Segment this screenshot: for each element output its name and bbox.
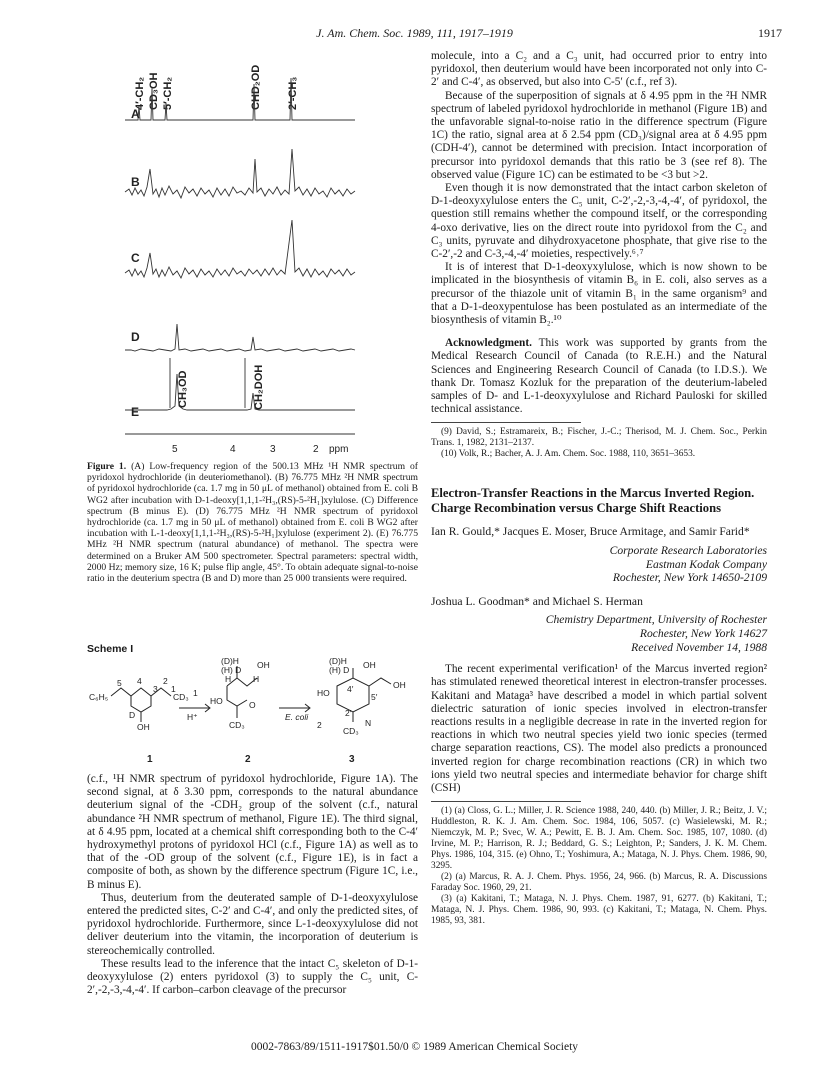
reference: (3) (a) Kakitani, T.; Mataga, N. J. Phys. Chem. 1987, 91, 6277. (b) Kakitani, T.; Mataga, N. J. Phys. Chem. 1986, 90, 993. (c) Kakitani, T.; Mataga, N. Chem. Phys. 1985, 93, 381. (431, 894, 767, 927)
authors-group-2: Joshua L. Goodman* and Michael S. Herman (431, 594, 643, 608)
scheme-label: CD₃ (173, 692, 189, 702)
scheme-label: 4 (137, 676, 142, 686)
spectrum-d-trace (125, 324, 355, 351)
scheme-label: H (253, 674, 260, 684)
compound-number-3: 3 (349, 754, 355, 765)
spectrum-label-a: A (131, 107, 140, 121)
paragraph: Even though it is now demonstrated that the intact carbon skeleton of D-1-deoxyxylulose enters the C₅ unit, C-2′,-2,-3,-4,-4′, of pyridoxol, the question still remains whether the compound itself, or the corresponding 4-oxo derivative, lies on the direct route into pyridoxol from the C₂ and C₃ units, pyruvate and dihydroxyacetone phosphate, that give rise to the C-2′,-2 and C-3,-4,-4′ moieties, respectively.⁶˒⁷ (431, 182, 767, 261)
spectrum-label-e: E (131, 405, 140, 419)
paragraph: (c.f., ¹H NMR spectrum of pyridoxol hydrochloride, Figure 1A). The second signal, at δ 3.30 ppm, corresponds to the natural abundance deuterium signal of the -CDH₂ group of the solvent (c.f., natural abundance ²H NMR spectrum of methanol, Figure 1E). The third signal, at δ 4.95 ppm, located at a chemical shift corresponding both to the C-4′ hydroxymethyl protons of pyridoxol HCl (c.f., Figure 1A) as well as to that of the -OD group of the solvent (c.f., Figure 1E), is in fact a composite of both, as shown by the difference spectrum (Figure 1C, i.e., B minus E). (87, 773, 418, 891)
peak-label-4-ch2: 4′-CH₂ (134, 76, 146, 110)
scheme-label: 5 (117, 678, 122, 688)
reference: (10) Volk, R.; Bacher, A. J. Am. Chem. Soc. 1988, 110, 3651–3653. (441, 449, 696, 460)
affiliation-1: Corporate Research Laboratories Eastman Kodak Company Rochester, New York 14650-2109 (609, 544, 767, 585)
spectrum-label-c: C (131, 251, 140, 265)
paragraph: These results lead to the inference that the intact C₅ skeleton of D-1-deoxyxylulose (2) enters pyridoxol (3) to supply the C₅ unit, C-2′,-2,-3,-4,-4′. If carbon–carbon cleavage of the precursor (87, 957, 418, 997)
axis-tick-2: 2 (313, 444, 319, 455)
references-top (431, 427, 767, 460)
spectrum-e-trace (125, 374, 355, 410)
compound-number-2: 2 (245, 754, 251, 765)
left-body-text (87, 773, 418, 997)
paragraph: Because of the superposition of signals at δ 4.95 ppm in the ²H NMR spectrum of labeled pyridoxol hydrochloride in methanol (Figure 1B) and the unfavorable signal-to-noise ratio in the difference spectrum (Figure 1C) the ratio, signal area at δ 2.54 ppm (CD₃)/signal area at δ 4.95 ppm (CDH-4′), cannot be determined with precision. Intact incorporation of precursor into pyridoxol demands that this ratio be 3 (see ref 8). The observed value (Figure 1C) can be estimated to be <3 but >2. (431, 89, 767, 181)
scheme-label: H⁺ (187, 712, 198, 722)
affiliation-2: Chemistry Department, University of Rochester Rochester, New York 14627 Received November 14, 1988 (545, 613, 767, 654)
scheme-label: CD₃ (343, 726, 359, 736)
scheme-label: 5′ (371, 692, 378, 702)
page-footer: 0002-7863/89/1511-1917$01.50/0 © 1989 American Chemical Society (250, 1041, 579, 1053)
nmr-figure (87, 48, 387, 460)
peak-label-cd3oh: CD₃OH (148, 72, 160, 110)
peak-label-5-ch2: 5′-CH₂ (162, 76, 174, 110)
scheme-label: 1 (171, 684, 176, 694)
peak-label-chd2od: CHD₂OD (250, 64, 262, 110)
scheme-label: 2 (163, 676, 168, 686)
paragraph: It is of interest that D-1-deoxyxylulose, which is now shown to be implicated in the biosynthesis of vitamin B₆ in E. coli, also serves as a precursor of the thiazole unit of vitamin B₁ in the same organism⁹ and that a D-1-deoxypentulose has been postulated as an intermediate of the biosynthesis of vitamin B₂.¹⁰ (431, 261, 767, 327)
acknowledgment (431, 337, 767, 416)
page-number: 1917 (758, 26, 782, 40)
axis-tick-4: 4 (230, 444, 236, 455)
scheme-label: 4′ (347, 684, 354, 694)
scheme-label: 2 (317, 720, 322, 730)
scheme-label: OH (257, 660, 270, 670)
article-title: Electron-Transfer Reactions in the Marcus Inverted Region. Charge Recombination versus Charge Shift Reactions (431, 486, 755, 515)
scheme-diagram (87, 656, 417, 768)
scheme-label: CD₃ (229, 720, 245, 730)
scheme-label: H (225, 674, 232, 684)
scheme-label: (D)H (329, 656, 347, 666)
paragraph: Thus, deuterium from the deuterated sample of D-1-deoxyxylulose entered the predicted sites, C-2′ and C-4′, and only the predicted sites, of pyridoxol hydrochloride. Furthermore, since L-1-deoxyxylulose did not deliver deuterium into the vitamin, the incorporation of deuterium is stereochemically controlled. (87, 891, 418, 957)
journal-citation: J. Am. Chem. Soc. 1989, 111, 1917–1919 (316, 26, 513, 40)
spectrum-b-trace (125, 149, 355, 198)
scheme-label: (D)H (221, 656, 239, 666)
reference: (1) (a) Closs, G. L.; Miller, J. R. Science 1988, 240, 440. (b) Miller, J. R.; Beitz, J. V.; Huddleston, R. K. J. Am. Chem. Soc. 1984, 106, 5057. (c) Wasielewski, M. R.; Niemczyk, M. P.; Svec, W. A.; Pewitt, E. B. J. Am. Chem. Soc. 1985, 107, 1080. (d) Irvine, M. P.; Harrison, R. J.; Beddard, G. S.; Leighton, P.; Sanders, J. K. M. Chem. Phys. 1986, 104, 315. (e) Ohno, T.; Yoshimura, A.; Mataga, N. J. Phys. Chem. 1986, 90, 3295. (431, 806, 767, 872)
axis-tick-5: 5 (172, 444, 178, 455)
footnote-rule (431, 422, 581, 423)
authors-group-1: Ian R. Gould,* Jacques E. Moser, Bruce Armitage, and Samir Farid* (431, 525, 750, 539)
axis-unit: ppm (329, 444, 349, 455)
running-header (0, 26, 829, 44)
paragraph: molecule, into a C₂ and a C₃ unit, had occurred prior to entry into pyridoxol, then deuterium would have been incorporated not only into C-2′ and C-4′, as observed, but also into C-5′ (c.f., ref 3). (431, 50, 767, 89)
spectrum-label-b: B (131, 175, 140, 189)
scheme-label: N (365, 718, 372, 728)
figure-caption-label: Figure 1. (87, 461, 127, 472)
spectrum-c-trace (125, 220, 355, 278)
scheme-title: Scheme I (87, 643, 134, 655)
reference: (9) David, S.; Estramareix, B.; Fischer, J.-C.; Therisod, M. J. Chem. Soc., Perkin Trans. 1, 1982, 2131–2137. (431, 427, 767, 449)
article-body: The recent experimental verification¹ of the Marcus inverted region² has stimulated renewed theoretical interest in electron-transfer processes. Kakitani and Mataga³ have described a model in which partial solvent dielectric saturation of ionic species involved in electron-transfer reactions results in a negligible decrease in rate in the inverted region for reactions in which two neutral species yield two ionic species (termed charge separation reactions, CS). The model also predicts a pronounced inverted region for charge recombination reactions (CR) in which two ions yield two neutral species and intermediate behavior for charge shift (CSH) (431, 663, 767, 795)
peak-label-2-ch3: 2′-CH₃ (287, 76, 299, 110)
figure-caption (87, 461, 418, 584)
right-column (431, 50, 767, 927)
e-label-ch2doh: CH₂DOH (253, 364, 265, 410)
figure-caption-text: (A) Low-frequency region of the 500.13 MHz ¹H NMR spectrum of pyridoxol hydrochloride (in deuteriomethanol). (B) 76.775 MHz ²H NMR spectrum of pyridoxol hydrochloride (ca. 1.7 mg in 50 μL of methanol) obtained from E. coli B WG2 after incubation with D-1-deoxy[1,1,1-²H₃,(RS)-5-²H₁]xylulose. (C) Difference spectrum (B minus E). (D) 76.775 MHz ²H NMR spectrum of pyridoxol hydrochloride (ca. 1.7 mg in 50 μL of methanol) obtained from E. coli B WG2 after incubation with L-1-deoxy[1,1,1-²H₃,(RS)-5-²H₁]xylulose (experiment 2). (E) 76.775 MHz ²H NMR spectrum (natural abundance) of methanol. The spectra were determined on a Bruker AM 500 spectrometer. Spectral parameters: spectral width, 2000 Hz; memory size, 16 K; pulse flip angle, 45°. To obtain adequate signal-to-noise ratio in the deuterium spectra (B and D) more than 25 000 transients were required. (87, 461, 418, 585)
scheme-label: OH (363, 660, 376, 670)
compound-number-1: 1 (147, 754, 153, 765)
scheme-label: D (129, 710, 136, 720)
axis-tick-3: 3 (270, 444, 276, 455)
scheme-label: 1 (193, 688, 198, 698)
footnote-rule (431, 801, 581, 802)
scheme-label: HO (317, 688, 330, 698)
references-bottom (431, 806, 767, 927)
scheme-label: 3 (153, 684, 158, 694)
acknowledgment-text: This work was supported by grants from the Medical Research Council of Canada (to R.E.H.) and the Natural Sciences and Engineering Research Council of Canada (to I.D.S.). We thank Dr. Tomasz Kozluk for the preparation of the deuterium-labeled samples of D- and L-1-deoxyxylulose and Richard Pauloski for skilled technical assistance. (431, 337, 768, 416)
scheme-label: HO (210, 696, 223, 706)
scheme-label: O (249, 700, 256, 710)
scheme-label: OH (137, 722, 150, 732)
scheme-label: (H) D (221, 665, 242, 675)
scheme-label: E. coli (285, 712, 309, 722)
acknowledgment-label: Acknowledgment. (445, 337, 532, 350)
e-label-ch3od: CH₃OD (177, 370, 189, 408)
scheme-label: C₆H₅ (89, 692, 109, 702)
reference: (2) (a) Marcus, R. A. J. Chem. Phys. 1956, 24, 966. (b) Marcus, R. A. Discussions Faraday Soc. 1960, 29, 21. (431, 872, 767, 894)
spectrum-label-d: D (131, 330, 140, 344)
scheme-label: 2′ (345, 708, 352, 718)
scheme-label: OH (393, 680, 406, 690)
scheme-label: (H) D (329, 665, 350, 675)
